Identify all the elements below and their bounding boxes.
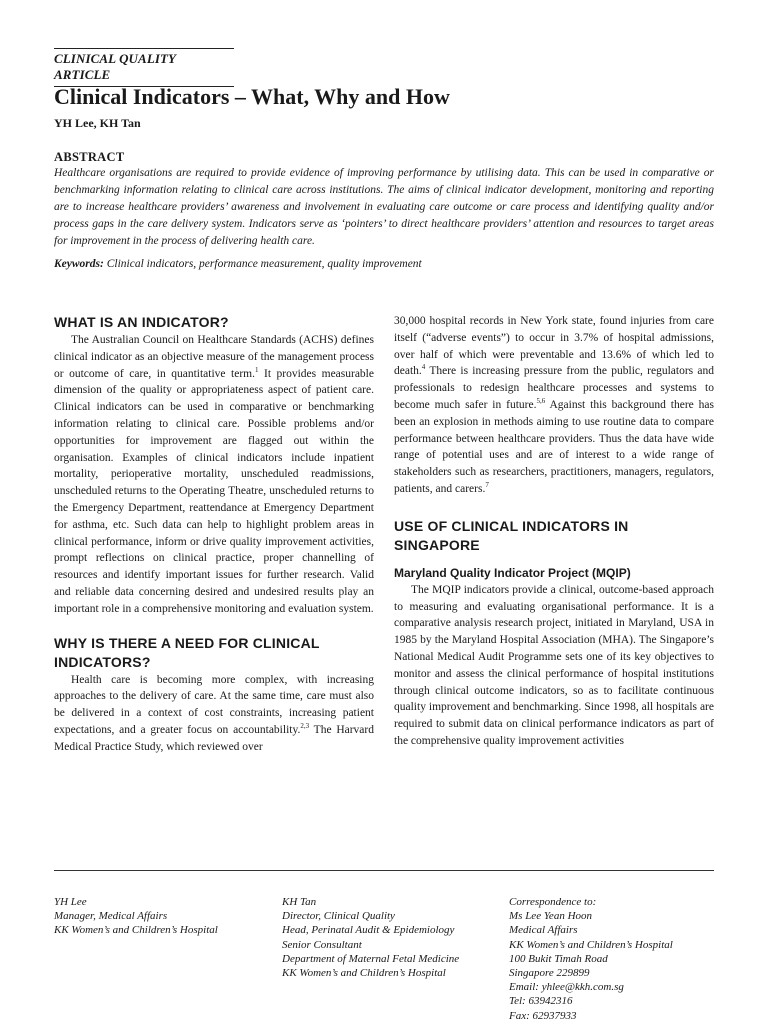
footer-line: Senior Consultant bbox=[282, 938, 362, 951]
footer-line: Correspondence to: bbox=[509, 896, 597, 908]
paragraph-mqip-1: The MQIP indicators provide a clinical, outcome-based approach to measuring and evaluating organisational performance. It is a comparative analysis research project, initiated in Maryland, USA in 1985 by the Maryland Hospital Association (MHA). The Singapore’s National Medical Audit Programme sets one of its key objectives to monitor and assess the clinical performance of hospital institutions through clinical outcome indicators, so as to facilitate continuous quality improvement and benchmarking. Since 1998, all hospitals are required to submit data on clinical performance indicators as part of the comprehensive quality improvement activities bbox=[394, 583, 714, 747]
paragraph-why-continued bbox=[394, 313, 714, 498]
footer-line: KH Tan bbox=[282, 896, 317, 908]
footer-line: Manager, Medical Affairs bbox=[54, 910, 168, 923]
footer-line: Medical Affairs bbox=[509, 924, 578, 937]
footer-line: YH Lee bbox=[54, 896, 87, 908]
footer-line: Ms Lee Yean Hoon bbox=[509, 910, 593, 923]
paragraph-why-1 bbox=[54, 672, 374, 756]
section-heading-what: WHAT IS AN INDICATOR? bbox=[54, 314, 229, 330]
keywords-label: Keywords: bbox=[54, 258, 104, 270]
reference-marker: 4 bbox=[421, 363, 426, 372]
right-column bbox=[394, 313, 714, 750]
text-run: Health care is becoming more complex, with increasing approaches to the delivery of care. At the same time, care must also be delivered in a context of cost constraints, increasing patient expectations, and a greater focus on accountability. bbox=[54, 673, 374, 736]
left-column bbox=[54, 313, 374, 756]
footer-correspondence bbox=[509, 895, 673, 1023]
section-heading-why: WHY IS THERE A NEED FOR CLINICAL INDICATORS? bbox=[54, 634, 320, 670]
footer-line: Director, Clinical Quality bbox=[282, 910, 395, 923]
text-run: 30,000 hospital records in New York state, found injuries from care itself (“adverse events”) to occur in 3.7% of hospital admissions, over half of which were preventable and 13.6% of which led to death. bbox=[394, 315, 714, 378]
article-title: Clinical Indicators – What, Why and How bbox=[54, 84, 450, 109]
footer-line: KK Women’s and Children’s Hospital bbox=[282, 967, 446, 980]
text-run: Against this background there has been an explosion in methods aiming to use routine data to compare performance between healthcare providers. Thus the data have wide range of potential uses and are of interest to a wide range of stakeholders such as researchers, practitioners, managers, regulators, patients, and carers. bbox=[394, 398, 714, 495]
subsection-heading-mqip: Maryland Quality Indicator Project (MQIP) bbox=[394, 565, 631, 580]
article-type-label: CLINICAL QUALITY ARTICLE bbox=[54, 48, 234, 87]
text-run: It provides measurable dimension of the quality or appropriateness aspect of patient care. Clinical indicators can be used in comparative or benchmarking information relating to clinical care. Possible problems and/or opportunities for improvement are flagged out within the organisation. Examples of clinical indicators include inpatient mortality, perioperative mortality, unscheduled readmissions, unscheduled returns to the Operating Theatre, unscheduled returns to the Emergency Department, reattendance at Emergency Department for asthma, etc. Such data can help to highlight problem areas in clinical performance, inform or drive quality improvement activities, prompt reflections on clinical practice, proper channelling of resources and identify important issues for further research. Valid and reliable data concerning desired and undesired results play an important role in a comprehensive monitoring and evaluation system. bbox=[54, 367, 374, 615]
footer-line: Department of Maternal Fetal Medicine bbox=[282, 952, 460, 965]
abstract-text: Healthcare organisations are required to provide evidence of improving performance by utilising data. This can be used in comparative or benchmarking information relating to clinical care across institutions. The aims of clinical indicator development, monitoring and reporting are to increase healthcare providers’ awareness and involvement in evaluating care outcome or care process and identifying quality and/or process gaps in the care delivery system. Indicators serve as ‘pointers’ to direct healthcare providers’ attention and resources to target areas for improvement in the process of delivering health care. bbox=[54, 167, 714, 247]
footer-line: KK Women’s and Children’s Hospital bbox=[54, 924, 218, 937]
footer-line: Head, Perinatal Audit & Epidemiology bbox=[282, 924, 455, 937]
footer-author-2 bbox=[282, 895, 459, 980]
text-run: The Harvard Medical Practice Study, which reviewed over bbox=[54, 723, 374, 753]
reference-marker: 2,3 bbox=[300, 722, 310, 731]
footer-line: Singapore 229899 bbox=[509, 967, 590, 980]
text-run: The Australian Council on Healthcare Standards (ACHS) defines clinical indicator as an objective measure of the management process or outcome of care, in quantitative term. bbox=[54, 334, 374, 380]
paragraph-what-1 bbox=[54, 332, 374, 618]
keywords-line bbox=[54, 258, 714, 270]
reference-marker: 1 bbox=[254, 365, 259, 374]
section-heading-use: USE OF CLINICAL INDICATORS IN SINGAPORE bbox=[394, 517, 629, 553]
footer-phone: Tel: 63942316 bbox=[509, 995, 573, 1008]
text-run: There is increasing pressure from the public, regulators and professionals to redesign healthcare processes and systems to become much safer in future. bbox=[394, 365, 714, 411]
footer-fax: Fax: 62937933 bbox=[509, 1009, 577, 1022]
keywords-text: Clinical indicators, performance measurement, quality improvement bbox=[106, 258, 422, 270]
footer-divider bbox=[54, 870, 714, 871]
footer-line: KK Women’s and Children’s Hospital bbox=[509, 938, 673, 951]
footer-line: 100 Bukit Timah Road bbox=[509, 952, 608, 965]
footer-author-1 bbox=[54, 895, 218, 938]
footer-email: Email: yhlee@kkh.com.sg bbox=[509, 981, 624, 994]
reference-marker: 7 bbox=[485, 481, 489, 490]
reference-marker: 5,6 bbox=[536, 397, 546, 406]
abstract-heading: ABSTRACT bbox=[54, 150, 125, 164]
author-list: YH Lee, KH Tan bbox=[54, 116, 141, 130]
